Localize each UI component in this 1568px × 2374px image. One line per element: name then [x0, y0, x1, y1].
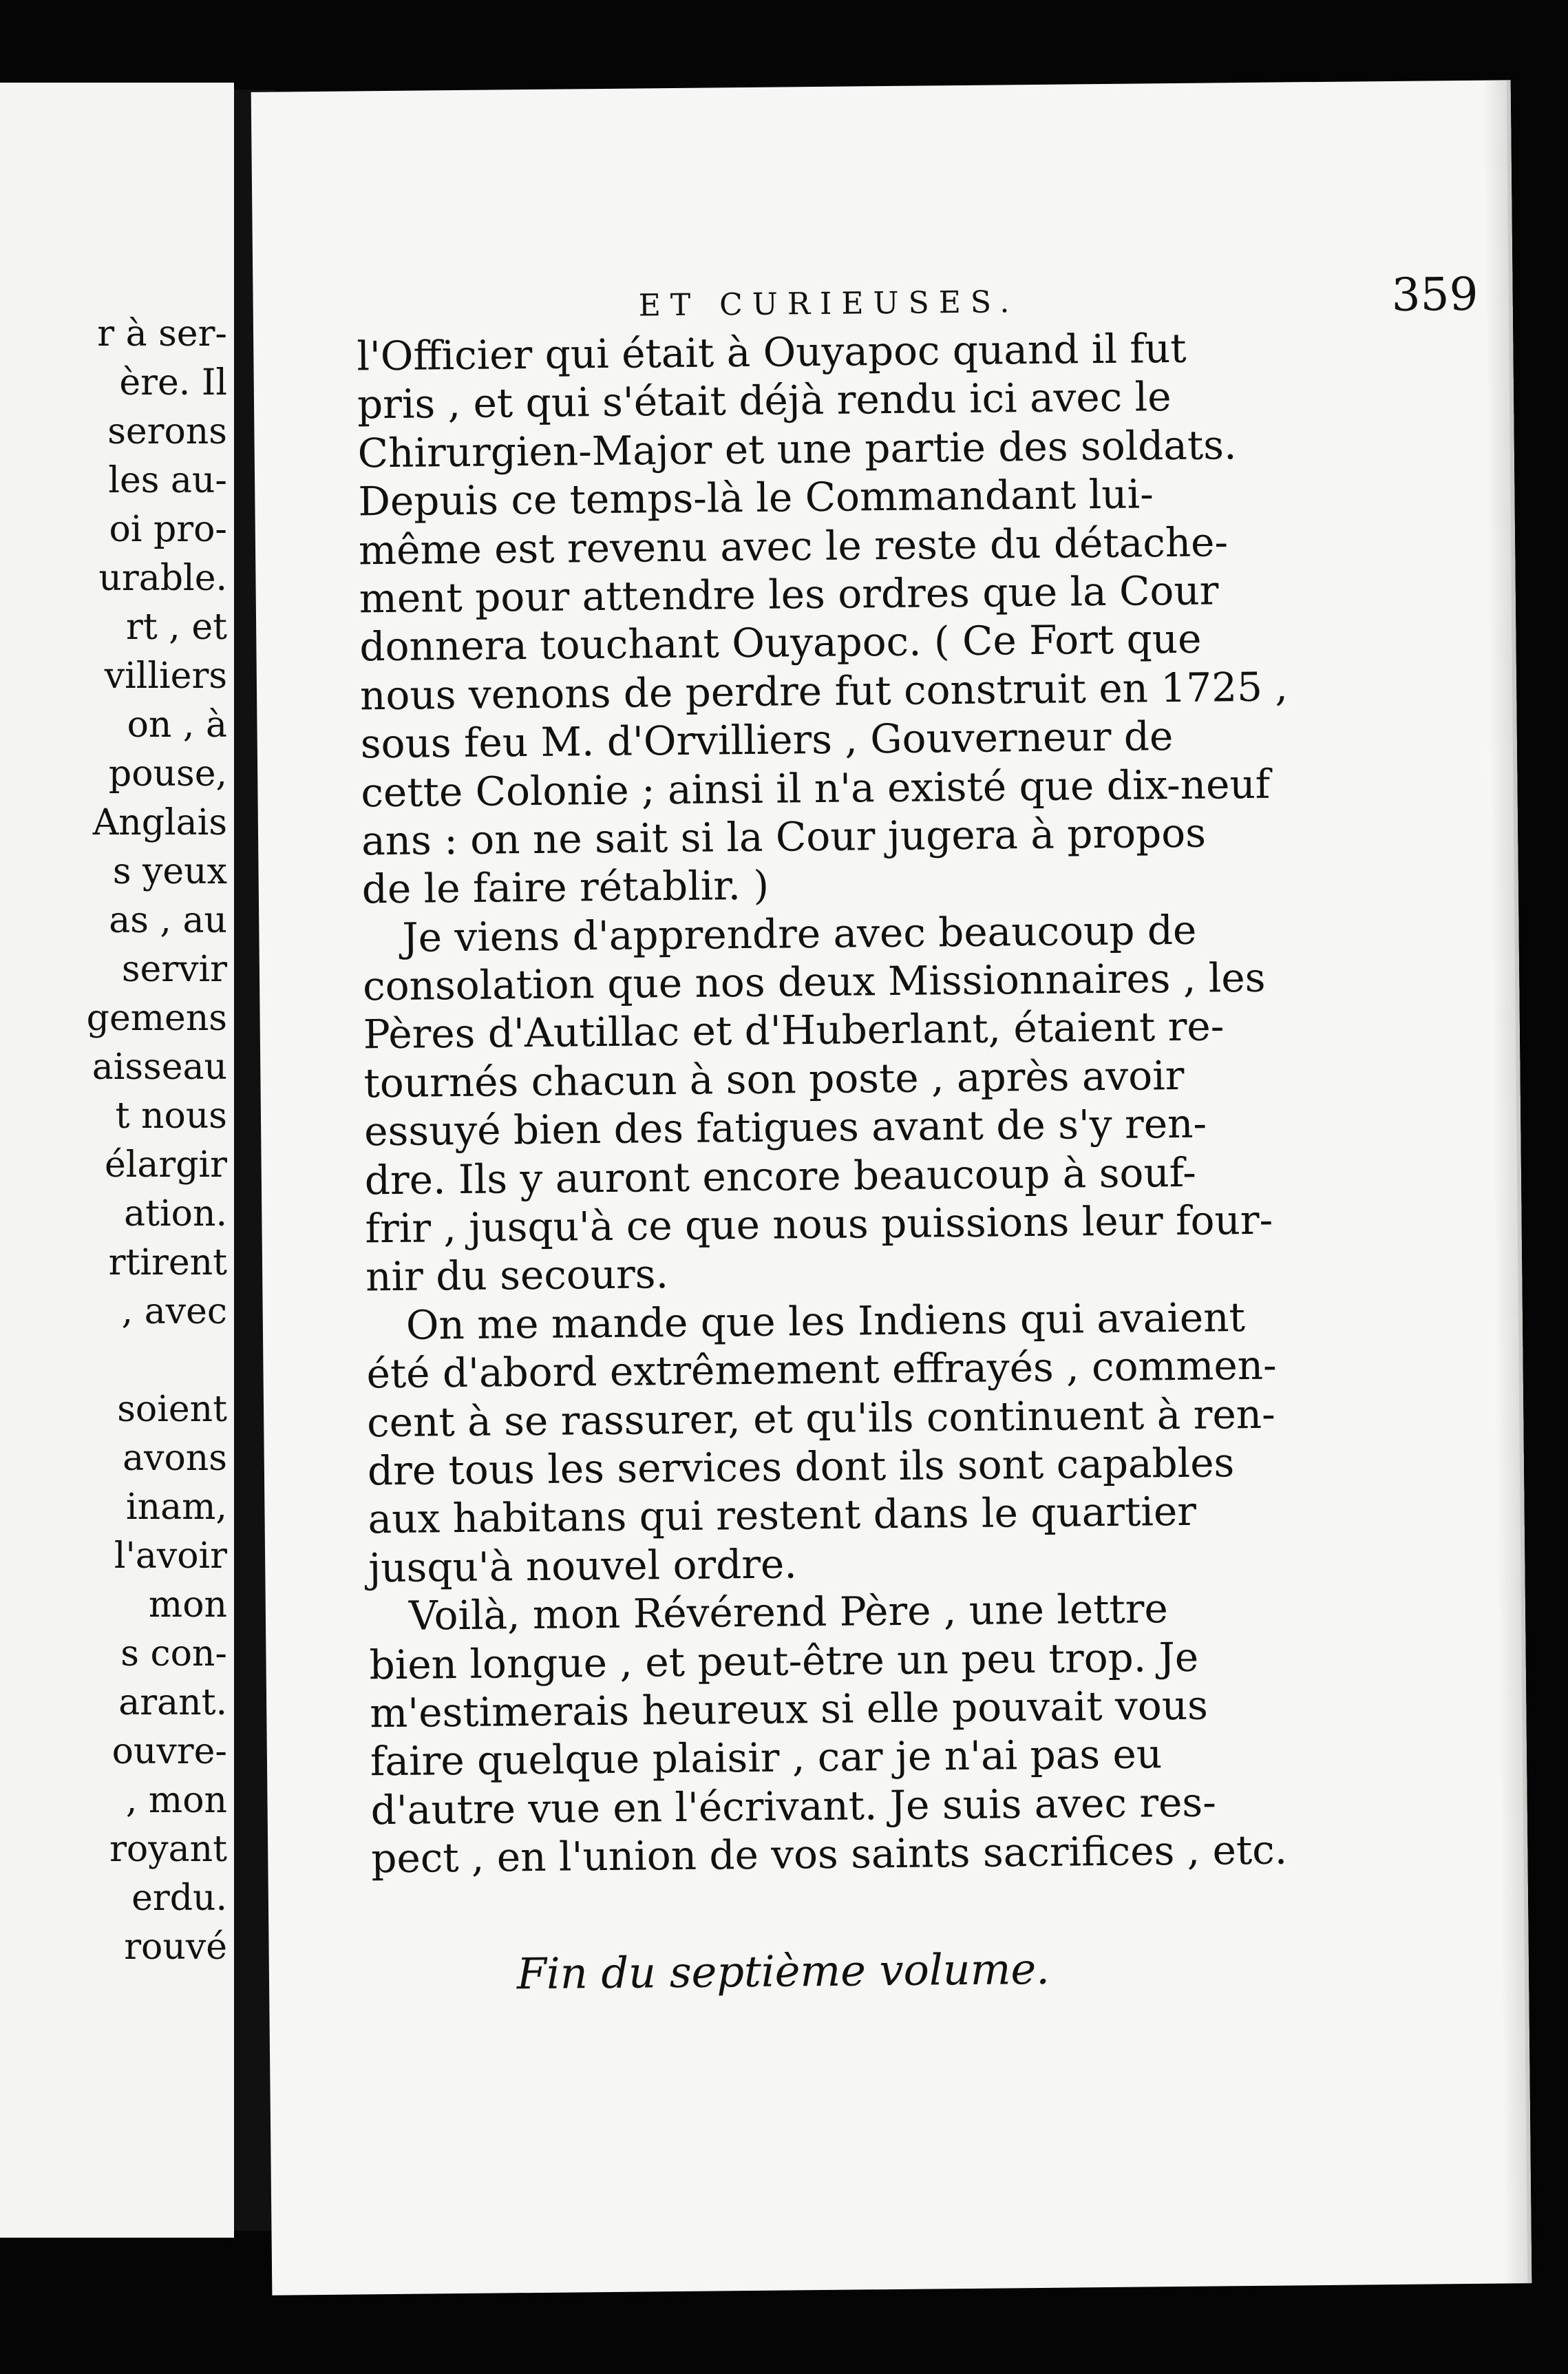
left-page [0, 83, 234, 2238]
text-line: cent à se rassurer, et qu'ils continuent à ren- [366, 1390, 1275, 1446]
text-line: Chirurgien-Major et une partie des soldats. [357, 421, 1237, 477]
page-number: 359 [1391, 267, 1479, 322]
paragraph-first-line: Voilà, mon Révérend Père , une lettre [408, 1585, 1169, 1639]
text-line: frir , jusqu'à ce que nous puissions leur four- [365, 1196, 1273, 1252]
left-page-line: pouse, [108, 753, 227, 795]
text-line: même est revenu avec le reste du détache- [358, 518, 1229, 574]
left-page-line: t nous [115, 1095, 227, 1137]
left-page-line: as , au [109, 900, 227, 941]
closing-line: Fin du septième volume. [516, 1943, 1050, 1999]
left-page-line: ation. [124, 1193, 227, 1235]
text-line: nir du secours. [365, 1250, 669, 1301]
left-page-line: s yeux [112, 851, 227, 892]
left-page-line: oi pro- [109, 509, 227, 550]
text-line: jusqu'à nouvel ordre. [368, 1540, 798, 1592]
text-line: faire quelque plaisir , car je n'ai pas eu [370, 1730, 1163, 1785]
paragraph-first-line: On me mande que les Indiens qui avaient [405, 1293, 1246, 1349]
left-page-line: ouvre- [112, 1731, 227, 1772]
text-line: pect , en l'union de vos saints sacrifices , etc. [370, 1826, 1288, 1882]
text-line: nous venons de perdre fut construit en 1725 , [359, 663, 1289, 719]
left-page-line: s con- [120, 1633, 227, 1674]
left-page-line: rtirent [108, 1242, 227, 1283]
right-page [251, 80, 1532, 2295]
left-page-line: erdu. [131, 1878, 227, 1919]
text-line: l'Officier qui était à Ouyapoc quand il fut [357, 324, 1187, 380]
left-page-line: royant [109, 1829, 227, 1870]
text-line: ans : on ne sait si la Cour jugera à propos [361, 809, 1207, 865]
left-page-line: , mon [125, 1780, 227, 1821]
left-page-line: avons [123, 1438, 227, 1479]
left-page-line: gemens [86, 998, 227, 1039]
text-line: Depuis ce temps-là le Commandant lui- [358, 470, 1154, 525]
left-page-line: l'avoir [114, 1535, 227, 1577]
left-page-line: , avec [121, 1291, 227, 1332]
text-line: d'autre vue en l'écrivant. Je suis avec res- [370, 1778, 1217, 1834]
left-page-line: Anglais [92, 802, 227, 843]
body-text [357, 322, 1501, 1883]
text-line: dre tous les services dont ils sont capables [367, 1439, 1235, 1495]
left-page-line: arant. [118, 1682, 227, 1723]
left-page-line: on , à [127, 704, 227, 746]
left-page-line: villiers [104, 655, 227, 697]
left-page-line: inam, [126, 1487, 227, 1528]
left-page-line: rt , et [125, 607, 227, 648]
left-page-line: les au- [108, 460, 227, 501]
text-line: de le faire rétablir. ) [361, 861, 770, 913]
left-page-line: rouvé [124, 1926, 227, 1968]
text-line: ment pour attendre les ordres que la Cour [359, 567, 1219, 622]
left-page-line: mon [148, 1584, 227, 1626]
text-line: cette Colonie ; ainsi il n'a existé que dix-neuf [361, 760, 1271, 816]
left-page-line: servir [121, 949, 227, 990]
text-line: essuyé bien des fatigues avant de s'y ren- [363, 1100, 1207, 1155]
paragraph-first-line: Je viens d'apprendre avec beaucoup de [402, 906, 1197, 961]
text-line: sous feu M. d'Orvilliers , Gouverneur de [360, 713, 1174, 768]
text-line: Pères d'Autillac et d'Huberlant, étaient re- [363, 1002, 1225, 1058]
text-line: aux habitans qui restent dans le quartier [368, 1488, 1197, 1543]
text-line: tournés chacun à son poste , après avoir [363, 1051, 1185, 1107]
text-line: donnera touchant Ouyapoc. ( Ce Fort que [359, 615, 1202, 671]
left-page-line: ère. Il [119, 362, 227, 403]
left-page-line: r à ser- [97, 313, 227, 355]
text-line: consolation que nos deux Missionnaires , les [362, 954, 1266, 1010]
left-page-line [0, 1336, 227, 1385]
left-page-line: aisseau [92, 1047, 227, 1088]
text-line: été d'abord extrêmement effrayés , commen- [366, 1341, 1278, 1398]
left-page-text [0, 310, 227, 1972]
text-line: m'estimerais heureux si elle pouvait vous [369, 1681, 1209, 1737]
text-line: bien longue , et peut-être un peu trop. Je [369, 1633, 1199, 1688]
left-page-line: soient [117, 1389, 227, 1430]
left-page-line: serons [107, 411, 227, 452]
running-head: ET CURIEUSES. [638, 284, 1019, 324]
text-line: dre. Ils y auront encore beaucoup à souf- [364, 1148, 1197, 1204]
left-page-line: urable. [98, 558, 227, 599]
text-line: pris , et qui s'était déjà rendu ici avec le [357, 373, 1172, 428]
left-page-line: élargir [104, 1144, 227, 1186]
